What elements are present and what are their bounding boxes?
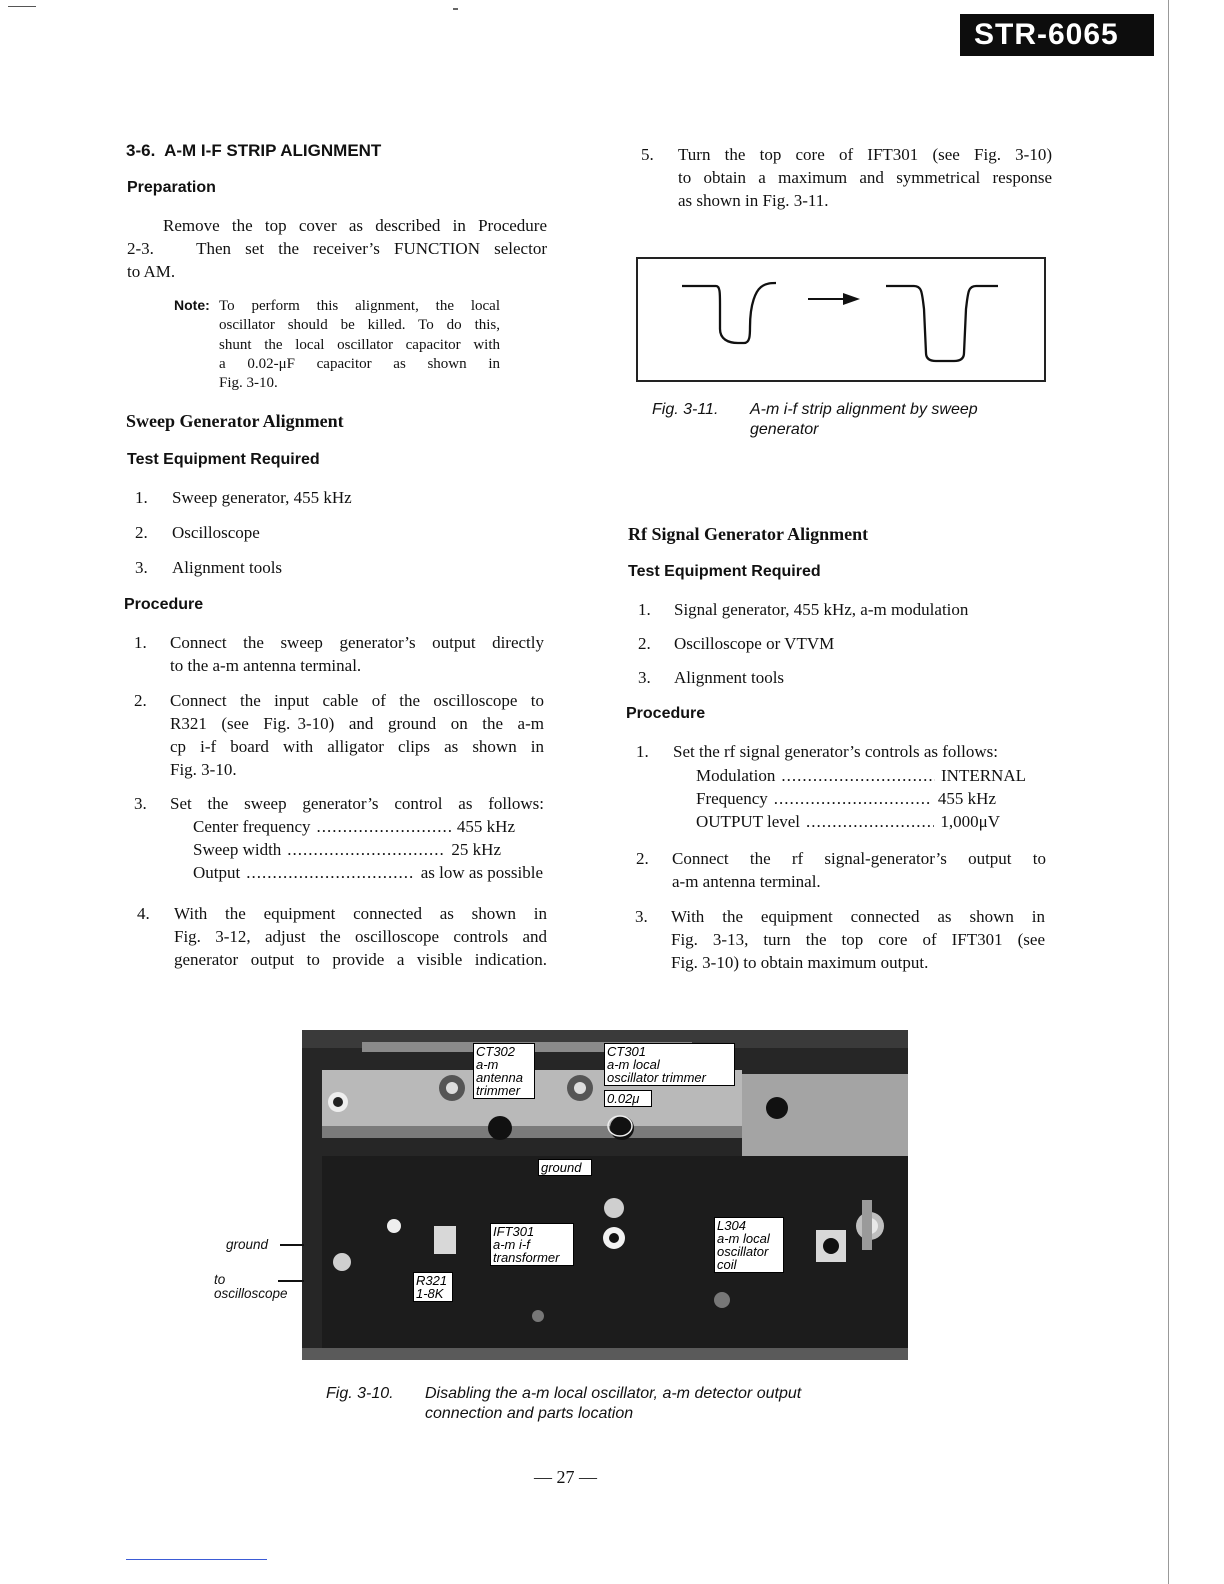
setting-name: Frequency [696, 789, 768, 808]
note-line: a 0.02-μF capacitor as shown in [219, 356, 500, 372]
step-number: 2. [636, 849, 649, 868]
equipment-item [638, 598, 1038, 621]
step-line: Turn the top core of IFT301 (see Fig. 3-10) [678, 145, 1052, 164]
step-line: Fig. 3-13, turn the top core of IFT301 (see [671, 930, 1045, 949]
item-text: Oscilloscope [172, 523, 260, 542]
page-edge-rule [1168, 0, 1169, 1584]
label-line: 0.02μ [607, 1091, 640, 1106]
step-line: to obtain a maximum and symmetrical response [678, 168, 1052, 187]
step-line: a-m antenna terminal. [672, 872, 821, 891]
label-line: a-m i-f [493, 1237, 530, 1252]
label-ift301 [490, 1223, 574, 1266]
item-text: Alignment tools [172, 558, 283, 577]
label-line: oscillator [717, 1244, 769, 1259]
ground-leader-line [280, 1244, 304, 1246]
response-curves [638, 259, 1044, 380]
setting-value: 1,000μV [940, 812, 1000, 831]
item-number: 3. [638, 668, 651, 687]
label-ct302 [473, 1043, 535, 1099]
step-line: R321 (see Fig. 3-10) and ground on the a-m [170, 714, 544, 733]
scan-mark [8, 6, 36, 7]
step-line: Fig. 3-10) to obtain maximum output. [671, 953, 929, 972]
label-ground-inner [538, 1159, 592, 1176]
note-line: oscillator should be killed. To do this, [219, 317, 500, 333]
model-badge: STR-6065 [960, 14, 1154, 56]
arrow-head [843, 293, 860, 305]
preparation-heading: Preparation [127, 179, 216, 196]
setting-name: Modulation [696, 766, 776, 785]
setting-name: Center frequency [193, 817, 311, 836]
label-line: ground [541, 1160, 582, 1175]
step-line: Fig. 3-10. [170, 760, 237, 779]
outside-scope-label [214, 1273, 288, 1301]
note-line: Fig. 3-10. [219, 375, 278, 391]
item-number: 2. [135, 523, 148, 542]
rf-heading: Rf Signal Generator Alignment [628, 524, 869, 544]
equipment-item [638, 666, 1038, 689]
setting-name: OUTPUT level [696, 812, 801, 831]
fig-3-10-caption-line: Disabling the a-m local oscillator, a-m detector output [425, 1385, 802, 1402]
step-number: 2. [134, 691, 147, 710]
step-line: as shown in Fig. 3-11. [678, 191, 829, 210]
setting-name: Sweep width [193, 840, 282, 859]
label-capacitor [604, 1090, 652, 1107]
note-line: shunt the local oscillator capacitor with [219, 337, 500, 353]
fig-3-10-label: Fig. 3-10. [326, 1385, 394, 1402]
test-equipment-heading: Test Equipment Required [628, 563, 821, 580]
setting-row [696, 787, 996, 810]
label-r321 [413, 1272, 453, 1302]
step-line: With the equipment connected as shown in [671, 907, 1045, 926]
label-l304 [714, 1217, 784, 1273]
equipment-item [135, 521, 535, 544]
step-number: 3. [635, 907, 648, 926]
step-line: Connect the input cable of the oscilloscope to [170, 691, 544, 710]
setting-row [193, 861, 543, 884]
setting-row [193, 838, 501, 861]
setting-row [193, 815, 515, 838]
page-number: — 27 — [534, 1467, 597, 1487]
label-line: CT302 [476, 1044, 516, 1059]
outside-ground-label: ground [226, 1237, 269, 1252]
step-line: Fig. 3-12, adjust the oscilloscope controls and [174, 927, 547, 946]
section-title: 3-6. A-M I-F STRIP ALIGNMENT [126, 141, 382, 160]
fig-3-11-caption-line: generator [750, 421, 819, 438]
preparation-line: 2-3. Then set the receiver’s FUNCTION selector [127, 239, 547, 258]
step-number: 5. [641, 145, 654, 164]
step-number: 1. [636, 742, 649, 761]
item-number: 2. [638, 634, 651, 653]
label-line: coil [717, 1257, 737, 1272]
scan-mark [453, 8, 458, 10]
asymmetric-response-curve [682, 283, 776, 343]
step-line: With the equipment connected as shown in [174, 904, 547, 923]
procedure-heading: Procedure [124, 596, 204, 613]
item-text: Oscilloscope or VTVM [674, 634, 835, 653]
setting-value: 455 kHz [937, 789, 996, 808]
item-text: Signal generator, 455 kHz, a-m modulation [674, 600, 969, 619]
equipment-item [638, 632, 1038, 655]
step-line: Connect the rf signal-generator’s output to [672, 849, 1046, 868]
label-line: to [214, 1272, 226, 1287]
label-ct301 [604, 1043, 735, 1086]
footer-rule [126, 1559, 267, 1560]
preparation-line: to AM. [127, 262, 176, 281]
setting-value: as low as possible [420, 863, 543, 882]
setting-row [696, 810, 1000, 833]
step-line: to the a-m antenna terminal. [170, 656, 362, 675]
label-line: oscilloscope [214, 1286, 288, 1301]
symmetric-response-curve [886, 286, 998, 361]
label-line: CT301 [607, 1044, 647, 1059]
preparation-line: Remove the top cover as described in Procedure [163, 216, 547, 235]
fig-3-10-board-photo [302, 1030, 908, 1360]
fig-3-11-label: Fig. 3-11. [652, 401, 719, 418]
fig-3-11-response-diagram [636, 257, 1046, 382]
label-line: oscillator trimmer [607, 1070, 706, 1085]
label-line: transformer [493, 1250, 560, 1265]
equipment-item [135, 556, 535, 579]
procedure-heading: Procedure [626, 705, 706, 722]
step-line: Set the sweep generator’s control as follows: [170, 794, 544, 813]
label-line: 1-8K [416, 1286, 444, 1301]
label-line: a-m [476, 1057, 499, 1072]
test-equipment-heading: Test Equipment Required [127, 451, 320, 468]
note-label: Note: [174, 297, 210, 313]
step-line: generator output to provide a visible indication. [174, 950, 547, 969]
item-number: 3. [135, 558, 148, 577]
label-line: a-m local [717, 1231, 770, 1246]
equipment-item [135, 486, 535, 509]
sweep-heading: Sweep Generator Alignment [126, 411, 344, 431]
fig-3-10-caption-line: connection and parts location [425, 1405, 634, 1422]
step-line: Connect the sweep generator’s output directly [170, 633, 544, 652]
step-number: 1. [134, 633, 147, 652]
label-line: L304 [717, 1218, 746, 1233]
label-line: R321 [416, 1273, 448, 1288]
label-line: IFT301 [493, 1224, 535, 1239]
fig-3-11-caption-line: A-m i-f strip alignment by sweep [750, 401, 978, 418]
setting-row [696, 764, 1026, 787]
setting-value: INTERNAL [941, 766, 1026, 785]
step-line: cp i-f board with alligator clips as shown in [170, 737, 544, 756]
item-number: 1. [638, 600, 651, 619]
item-text: Sweep generator, 455 kHz [172, 488, 352, 507]
label-line: antenna [476, 1070, 523, 1085]
setting-name: Output [193, 863, 241, 882]
label-line: a-m local [607, 1057, 660, 1072]
label-line: trimmer [476, 1083, 521, 1098]
note-line: To perform this alignment, the local [219, 298, 500, 314]
scope-leader-line [278, 1280, 304, 1282]
item-text: Alignment tools [674, 668, 785, 687]
step-number: 3. [134, 794, 147, 813]
setting-value: 25 kHz [451, 840, 501, 859]
step-number: 4. [137, 904, 150, 923]
item-number: 1. [135, 488, 148, 507]
step-line: Set the rf signal generator’s controls as follows: [673, 742, 998, 761]
setting-value: 455 kHz [456, 817, 515, 836]
